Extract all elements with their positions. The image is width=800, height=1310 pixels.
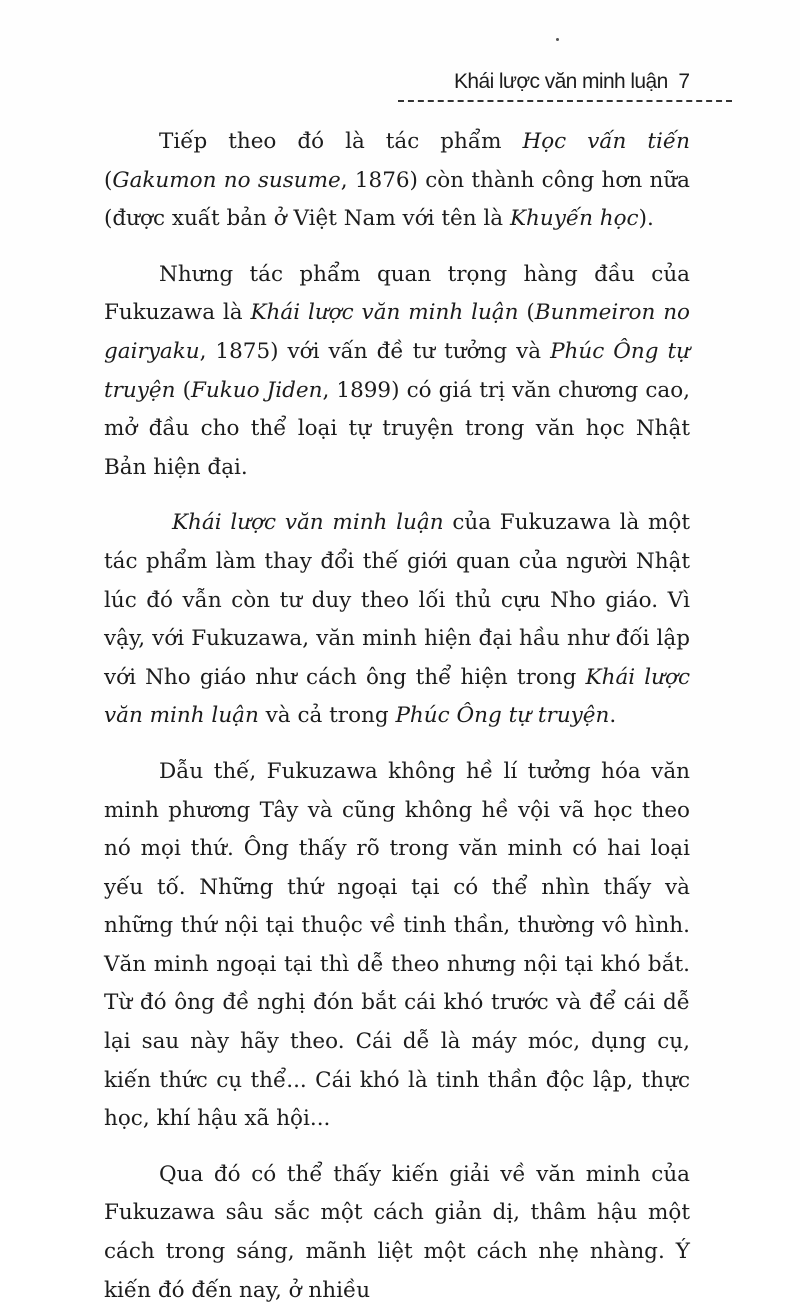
italic-title-run: Gakumon no susume [112,167,341,193]
italic-title-run: Khuyến học [509,206,639,232]
text-run: Dẫu thế, Fukuzawa không hề lí tưởng hóa văn minh phương Tây và cũng không hề vội vã học theo nó mọi thứ. Ông thấy rõ trong văn minh có hai loại yếu tố. Những thứ ngoại tại có thể nhìn thấy và những thứ nội tại thuộc về tinh thần, thường vô hình. Văn minh ngoại tại thì dễ theo nhưng nội tại khó bắt. Từ đó ông đề nghị đón bắt cái khó trước và để cái dễ lại sau này hãy theo. Cái dễ là máy móc, dụng cụ, kiến thức cụ thể... Cái khó là tinh thần độc lập, thực học, khí hậu xã hội... [104,758,690,1132]
text-run: ( [104,167,113,193]
text-run: , 1875) với vấn đề tư tưởng và [199,338,551,364]
text-run: và cả trong [258,703,396,729]
italic-title-run: Fukuo Jiden [190,377,323,403]
italic-title-run: Phúc Ông tự truyện [104,338,691,403]
text-run: , 1876) còn thành công hơn nữa (được xuất bản ở Việt Nam với tên là [104,167,690,232]
text-run: Qua đó có thể thấy kiến giải về văn minh của Fukuzawa sâu sắc một cách giản dị, thâm hậu một cách trong sáng, mãnh liệt một cách nhẹ nhàng. Ý kiến đó đến nay, ở nhiều [104,1161,690,1303]
text-run: ( [175,377,191,403]
text-run: , 1899) có giá trị văn chương cao, mở đầu cho thể loại tự truyện trong văn học Nhật Bản hiện đại. [104,377,690,480]
italic-title-run: Khái lược văn minh luận [172,510,444,536]
header-dashed-rule [398,100,732,102]
paragraph-1 [104,123,690,239]
text-run: ). [638,206,654,232]
paragraph-5 [104,1156,690,1310]
running-header-title: Khái lược văn minh luận [454,70,668,93]
text-run: . [609,703,617,729]
italic-title-run: Khái lược văn minh luận [250,300,519,326]
italic-title-run: Bunmeiron no gairyaku [104,300,690,364]
page-number: 7 [678,70,690,93]
paragraph-3 [104,504,690,736]
text-run: Nhưng tác phẩm quan trọng hàng đầu của Fukuzawa là [104,261,690,326]
text-run: của Fukuzawa là một tác phẩm làm thay đổi thế giới quan của người Nhật lúc đó vẫn còn tư duy theo lối thủ cựu Nho giáo. Vì vậy, với Fukuzawa, văn minh hiện đại hầu như đối lập với Nho giáo như cách ông thể hiện trong [104,510,690,690]
text-run: ( [518,300,535,326]
body-text [104,123,690,1310]
italic-title-run: Phúc Ông tự truyện [395,703,610,729]
paragraph-4 [104,753,690,1139]
print-speck [556,38,559,41]
text-run: Tiếp theo đó là tác phẩm [159,129,523,154]
paragraph-2 [104,256,690,488]
italic-title-run: Khái lược văn minh luận [104,664,690,729]
running-header [398,66,732,106]
italic-title-run: Học vấn tiến [522,129,690,154]
